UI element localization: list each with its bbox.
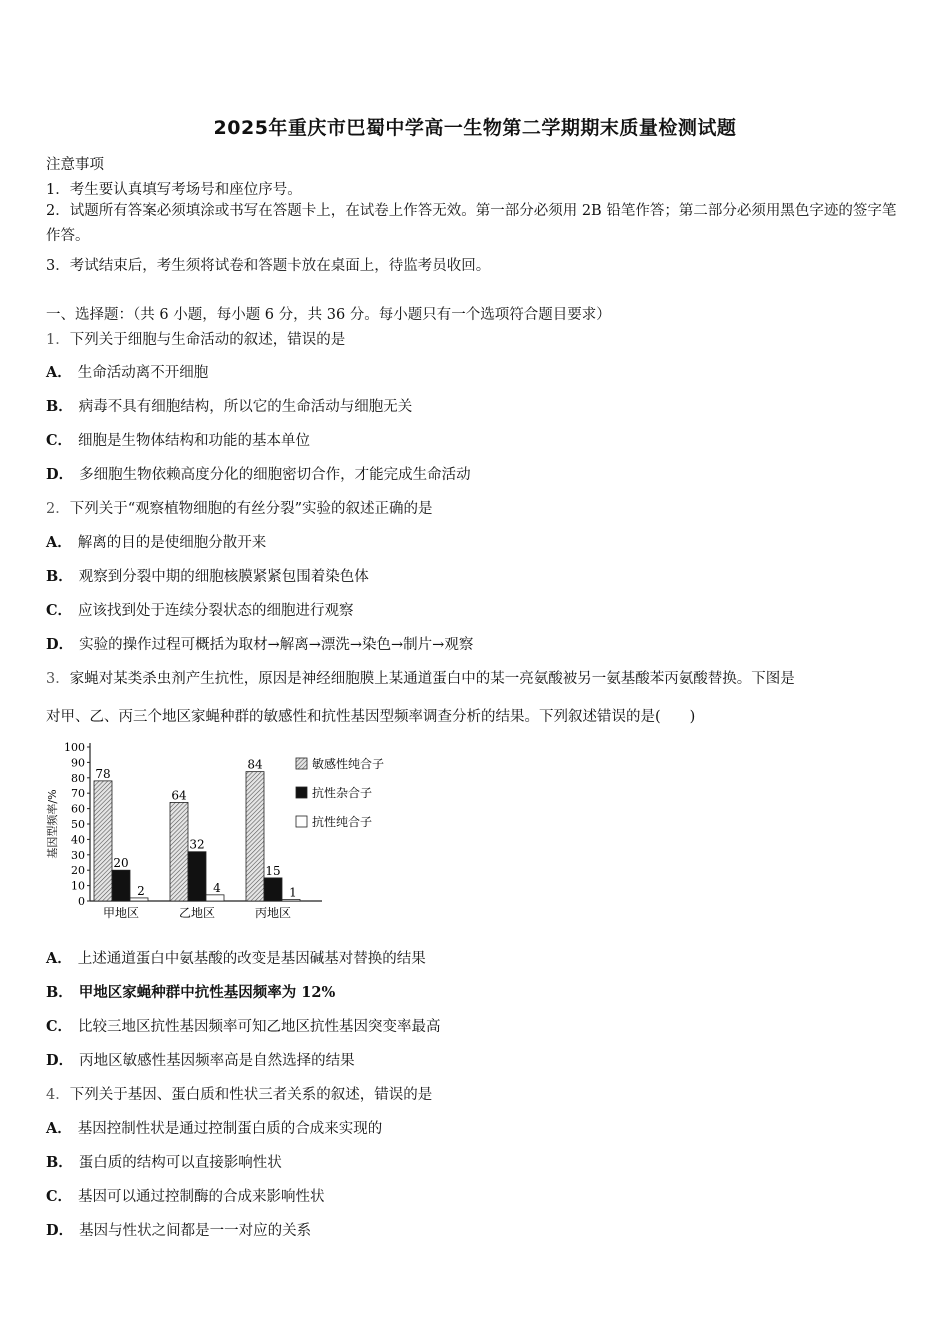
legend-label: 敏感性纯合子: [312, 757, 385, 771]
option-text: 比较三地区抗性基因频率可知乙地区抗性基因突变率最高: [78, 1019, 441, 1035]
bar: [130, 898, 148, 901]
option-text: 上述通道蛋白中氨基酸的改变是基因碱基对替换的结果: [77, 951, 426, 967]
question-number: 2．: [46, 501, 70, 517]
option-letter: B．: [46, 398, 73, 415]
y-tick-label: 30: [71, 848, 85, 862]
option-letter: C．: [46, 1188, 73, 1205]
q1-option-b: [46, 395, 412, 416]
option-text: 解离的目的是使细胞分散开来: [77, 535, 267, 551]
x-category-label: 乙地区: [178, 906, 216, 920]
q2-option-c: [46, 599, 354, 620]
y-tick-label: 20: [71, 864, 85, 878]
question-3-stem-line2: 对甲、乙、丙三个地区家蝇种群的敏感性和抗性基因型频率调查分析的结果。下列叙述错误的是( ): [46, 709, 696, 725]
bar: [246, 772, 264, 901]
q4-option-b: [46, 1151, 282, 1172]
question-text: 下列关于基因、蛋白质和性状三者关系的叙述，错误的是: [69, 1087, 433, 1103]
question-text: 下列关于细胞与生命活动的叙述，错误的是: [69, 332, 346, 348]
genotype-frequency-chart: [44, 734, 404, 924]
question-1-stem: [46, 328, 345, 349]
q2-option-d: [46, 633, 473, 654]
legend-label: 抗性杂合子: [312, 786, 373, 800]
notice-item-1: 1．考生要认真填写考场号和座位序号。: [46, 182, 302, 198]
legend-label: 抗性纯合子: [312, 815, 373, 829]
q1-option-c: [46, 429, 310, 450]
option-letter: C．: [46, 432, 73, 449]
option-text: 蛋白质的结构可以直接影响性状: [78, 1155, 282, 1171]
option-text: 丙地区敏感性基因频率高是自然选择的结果: [79, 1053, 355, 1069]
y-tick-label: 80: [71, 771, 85, 785]
question-4-stem: [46, 1083, 432, 1104]
bar-value-label: 64: [171, 788, 187, 803]
y-tick-label: 100: [64, 741, 85, 754]
question-number: 4．: [46, 1087, 70, 1103]
legend-swatch: [296, 758, 307, 769]
y-tick-label: 50: [71, 818, 85, 831]
y-tick-label: 40: [71, 833, 85, 847]
option-letter: D．: [46, 466, 74, 483]
option-letter: B．: [46, 984, 73, 1001]
question-number: 1．: [46, 332, 70, 348]
option-letter: D．: [46, 1222, 74, 1239]
x-category-label: 丙地区: [254, 906, 292, 920]
section-heading: 一、选择题：（共 6 小题，每小题 6 分，共 36 分。每小题只有一个选项符合题目要求）: [46, 307, 611, 323]
bar: [170, 802, 188, 901]
bar-value-label: 4: [213, 880, 221, 895]
legend-swatch: [296, 787, 307, 798]
bar: [112, 870, 130, 901]
option-letter: A．: [46, 950, 72, 967]
y-tick-label: 70: [71, 787, 85, 801]
question-number: 3．: [46, 671, 70, 687]
option-letter: A．: [46, 364, 72, 381]
bar-value-label: 20: [113, 856, 129, 871]
q4-option-d: [46, 1219, 311, 1240]
option-text: 生命活动离不开细胞: [77, 365, 209, 381]
option-text: 基因与性状之间都是一一对应的关系: [79, 1223, 312, 1239]
notice-heading: 注意事项: [46, 157, 104, 173]
q1-option-a: [46, 361, 208, 382]
q3-option-c: [46, 1015, 441, 1036]
option-text: 应该找到处于连续分裂状态的细胞进行观察: [78, 603, 354, 619]
option-letter: C．: [46, 1018, 73, 1035]
option-letter: A．: [46, 534, 72, 551]
option-text: 甲地区家蝇种群中抗性基因频率为 12%: [78, 984, 336, 1001]
bar-value-label: 32: [189, 837, 205, 852]
bar-value-label: 84: [247, 757, 263, 772]
bar-value-label: 15: [265, 863, 281, 878]
option-letter: D．: [46, 1052, 74, 1069]
q4-option-a: [46, 1117, 382, 1138]
bar: [206, 895, 224, 901]
option-letter: D．: [46, 636, 74, 653]
y-tick-label: 0: [78, 895, 85, 908]
bar: [188, 852, 206, 901]
option-text: 病毒不具有细胞结构，所以它的生命活动与细胞无关: [78, 399, 413, 415]
option-text: 细胞是生物体结构和功能的基本单位: [78, 433, 311, 449]
option-text: 多细胞生物依赖高度分化的细胞密切合作，才能完成生命活动: [79, 467, 471, 483]
q3-option-a: [46, 947, 426, 968]
q3-option-b: [46, 981, 335, 1002]
bar-value-label: 78: [95, 766, 111, 781]
question-3-stem-line1: [46, 667, 795, 688]
notice-item-2: 2．试题所有答案必须填涂或书写在答题卡上，在试卷上作答无效。第一部分必须用 2B 铅笔作答；第二部分必须用黑色字迹的签字笔作答。: [46, 203, 897, 244]
y-tick-label: 90: [71, 756, 85, 770]
bar: [282, 899, 300, 901]
option-text: 基因可以通过控制酶的合成来影响性状: [78, 1189, 325, 1205]
legend-swatch: [296, 816, 307, 827]
option-letter: B．: [46, 1154, 73, 1171]
y-tick-label: 60: [71, 802, 85, 816]
bar-value-label: 2: [137, 883, 145, 898]
option-text: 实验的操作过程可概括为取材→解离→漂洗→染色→制片→观察: [79, 637, 474, 653]
bar: [264, 878, 282, 901]
question-2-stem: [46, 497, 433, 518]
q2-option-b: [46, 565, 369, 586]
y-axis-label: 基因型频率/%: [46, 789, 59, 859]
q2-option-a: [46, 531, 266, 552]
y-tick-label: 10: [71, 879, 85, 893]
option-text: 基因控制性状是通过控制蛋白质的合成来实现的: [77, 1121, 383, 1137]
option-letter: A．: [46, 1120, 72, 1137]
bar-value-label: 1: [289, 885, 297, 900]
q1-option-d: [46, 463, 471, 484]
option-letter: B．: [46, 568, 73, 585]
bar: [94, 781, 112, 901]
question-text: 下列关于“观察植物细胞的有丝分裂”实验的叙述正确的是: [69, 501, 433, 517]
q4-option-c: [46, 1185, 325, 1206]
option-letter: C．: [46, 602, 73, 619]
notice-item-3: 3．考试结束后，考生须将试卷和答题卡放在桌面上，待监考员收回。: [46, 258, 491, 274]
q3-option-d: [46, 1049, 355, 1070]
exam-title: 2025年重庆市巴蜀中学高一生物第二学期期末质量检测试题: [213, 117, 737, 139]
x-category-label: 甲地区: [102, 906, 140, 920]
question-text: 家蝇对某类杀虫剂产生抗性，原因是神经细胞膜上某通道蛋白中的某一亮氨酸被另一氨基酸苯丙氨酸替换。下图是: [69, 671, 795, 687]
option-text: 观察到分裂中期的细胞核膜紧紧包围着染色体: [78, 569, 369, 585]
